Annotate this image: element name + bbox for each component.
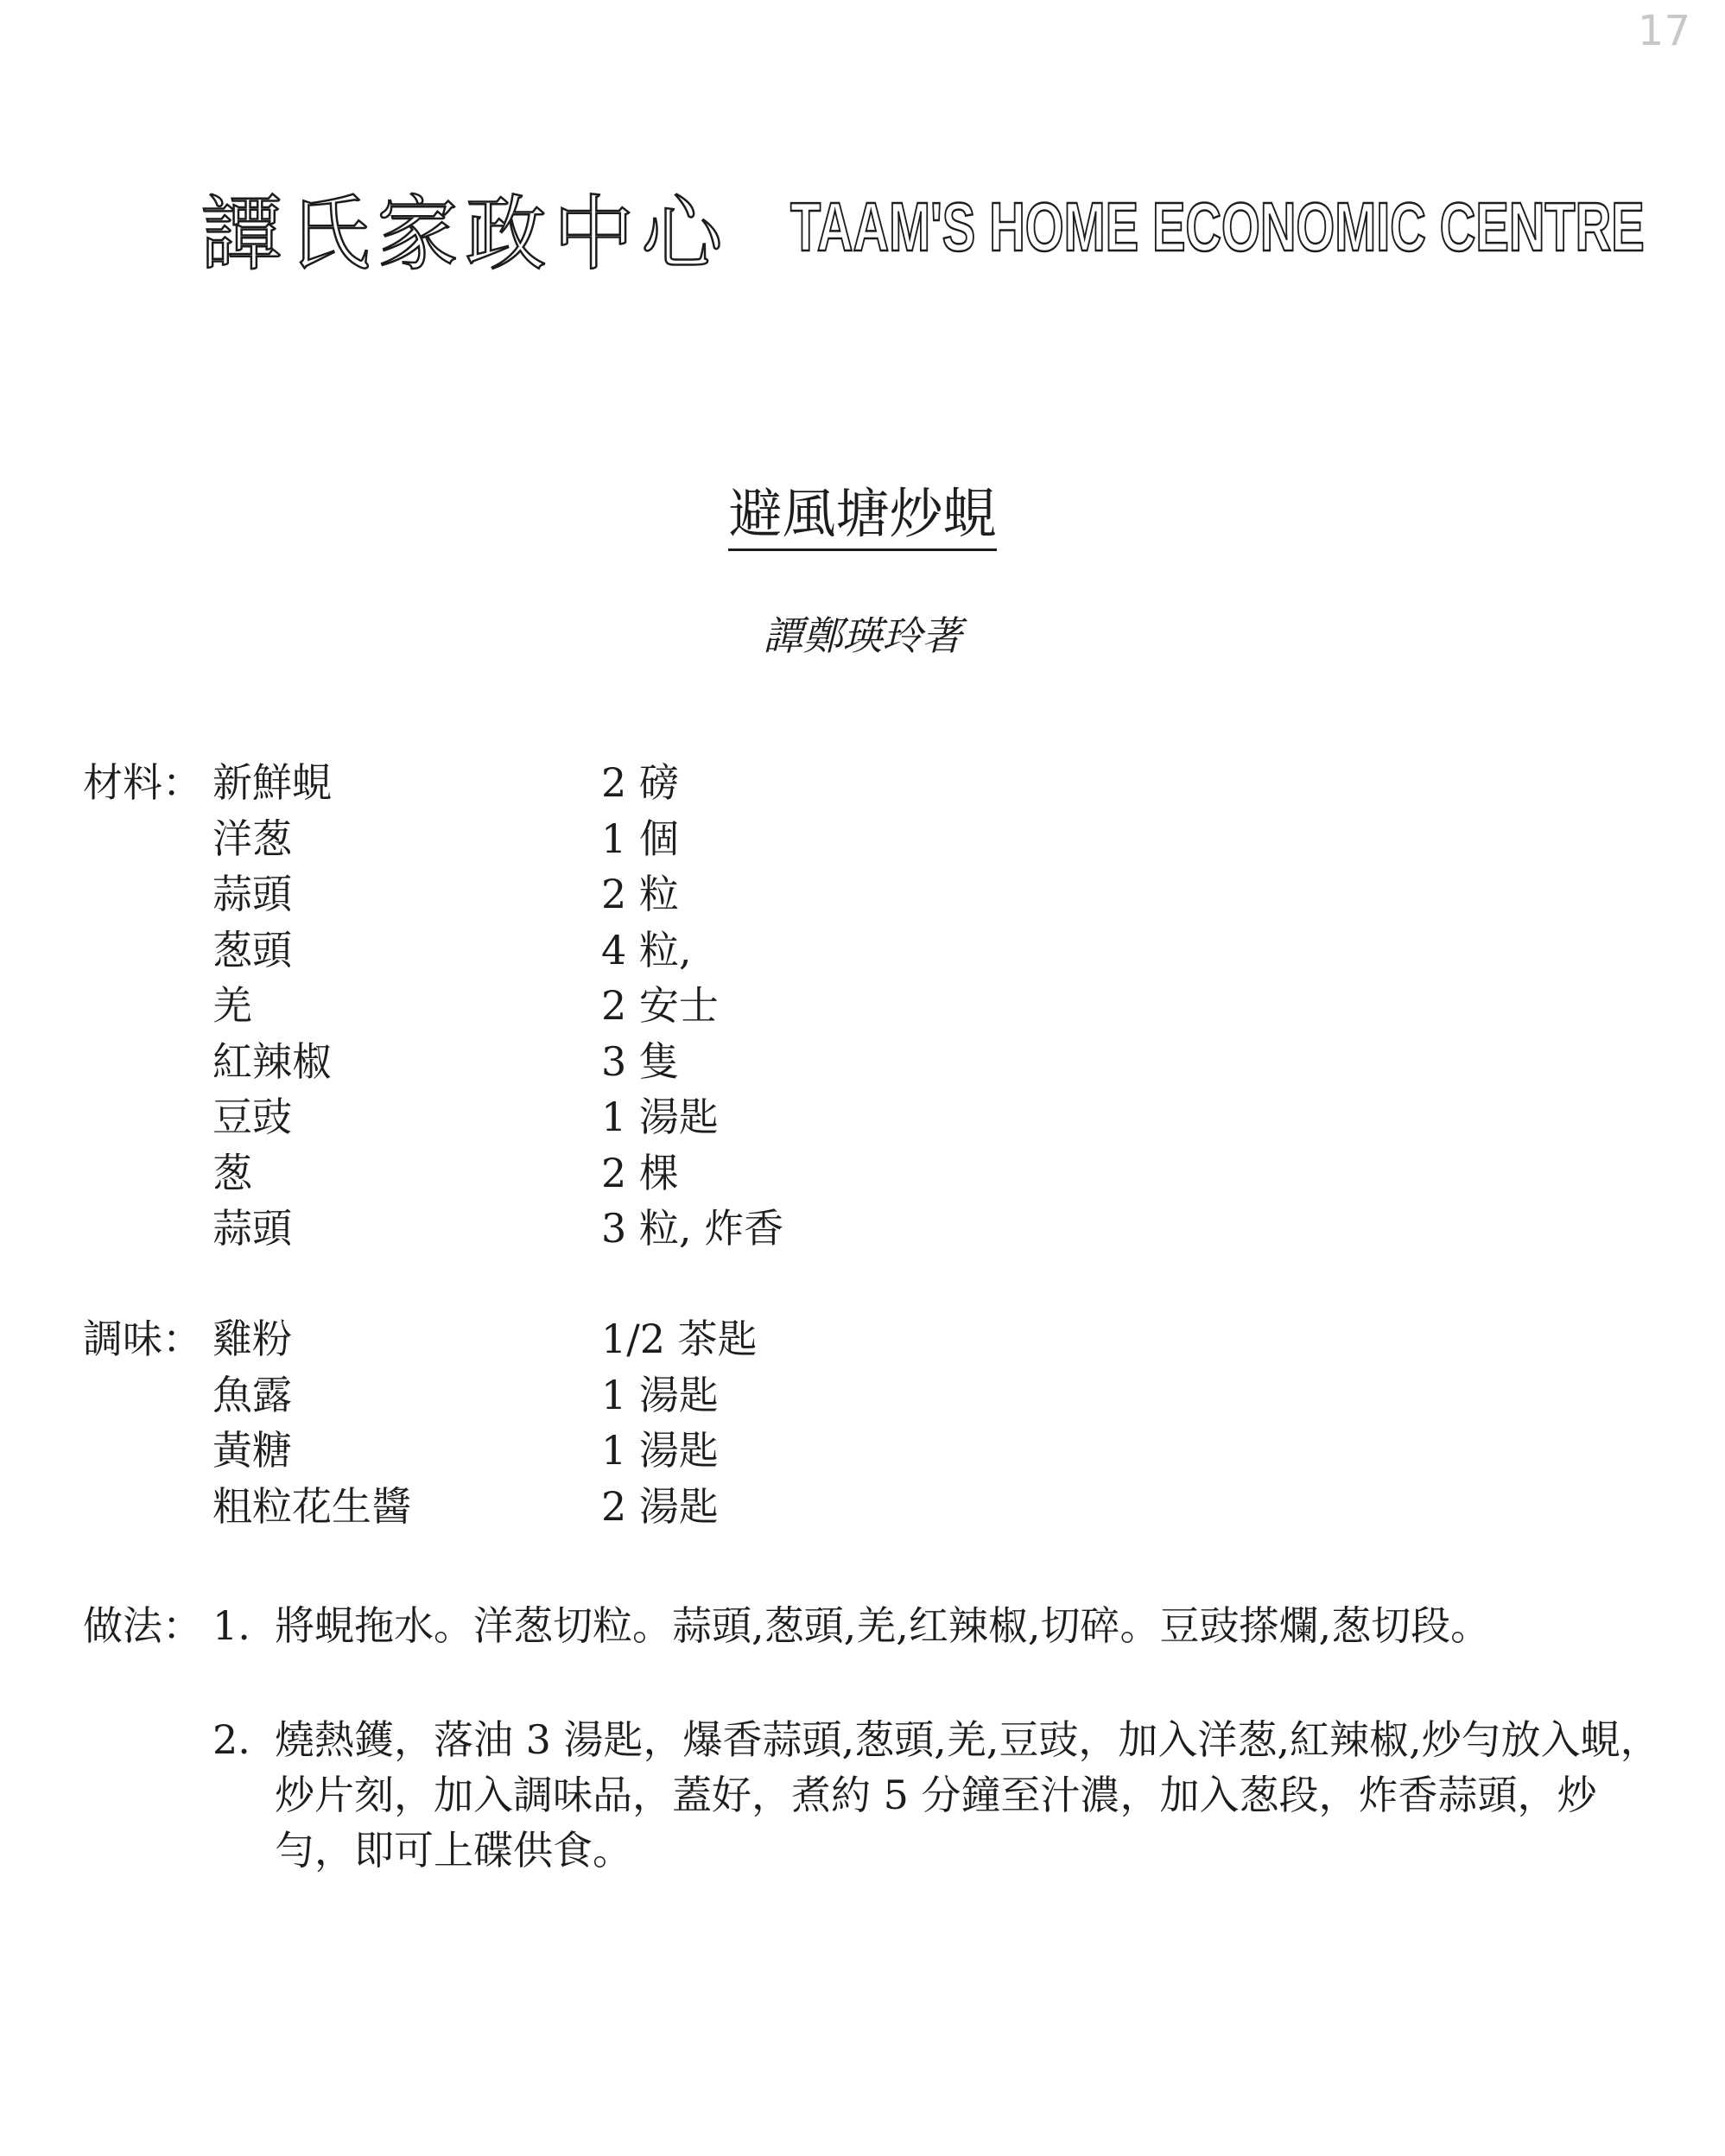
letterhead-english: TAAM'S HOME ECONOMIC CENTRE <box>790 187 1645 265</box>
letterhead-chinese: 譚氏家政中心 <box>200 187 730 282</box>
step-text: 燒熱鑊，落油 3 湯匙，爆香蒜頭,葱頭,羌,豆豉，加入洋葱,紅辣椒,炒勻放入蜆，炒片刻，加入調味品，蓋好，煮約 5 分鐘至汁濃，加入葱段，炸香蒜頭，炒勻，即可上碟供食。 <box>275 1716 1660 1874</box>
seasoning-qty: 1 湯匙 <box>601 1427 719 1474</box>
ingredient-qty: 2 棵 <box>601 1149 679 1196</box>
ingredient-name: 葱頭 <box>212 926 292 973</box>
ingredient-row <box>212 923 1673 979</box>
ingredient-row <box>212 1034 1673 1090</box>
ingredient-name: 蒜頭 <box>212 871 292 917</box>
ingredients-list <box>212 755 1673 1257</box>
method-label: 做法： <box>83 1602 202 1649</box>
method-step <box>212 1598 1673 1653</box>
ingredient-qty: 1 個 <box>601 815 679 862</box>
ingredient-qty: 4 粒, <box>601 926 692 973</box>
ingredient-row <box>212 755 1673 811</box>
ingredient-row <box>212 1201 1673 1257</box>
seasoning-row <box>212 1423 1673 1479</box>
ingredient-name: 葱 <box>212 1149 252 1196</box>
seasoning-name: 粗粒花生醬 <box>212 1482 411 1530</box>
step-number: 1. <box>212 1602 251 1649</box>
seasoning-name: 黃糖 <box>212 1427 292 1474</box>
ingredients-label: 材料： <box>83 759 202 806</box>
ingredient-row <box>212 1089 1673 1145</box>
seasoning-qty: 1/2 茶匙 <box>601 1316 758 1362</box>
ingredient-qty: 1 湯匙 <box>601 1094 719 1140</box>
ingredient-name: 紅辣椒 <box>212 1037 332 1085</box>
author-credit: 譚鄭瑛玲著 <box>763 612 962 659</box>
ingredient-name: 新鮮蜆 <box>212 759 332 806</box>
method-section <box>83 1598 1673 1878</box>
ingredient-row <box>212 1145 1673 1202</box>
ingredient-name: 羌 <box>212 982 252 1029</box>
seasonings-list <box>212 1311 1673 1534</box>
seasoning-qty: 1 湯匙 <box>601 1371 719 1418</box>
ingredient-qty: 2 安士 <box>601 982 719 1029</box>
seasoning-name: 雞粉 <box>212 1316 292 1362</box>
ingredient-qty: 3 粒, 炸香 <box>601 1205 784 1252</box>
ingredients-section <box>83 755 1673 1257</box>
ingredient-name: 豆豉 <box>212 1094 292 1140</box>
step-number: 2. <box>212 1716 251 1763</box>
letterhead <box>0 168 1725 285</box>
ingredient-qty: 2 磅 <box>601 759 679 806</box>
page-number-mark: 17 <box>1637 7 1690 55</box>
ingredient-qty: 3 隻 <box>601 1037 679 1085</box>
seasoning-qty: 2 湯匙 <box>601 1482 719 1530</box>
seasoning-name: 魚露 <box>212 1371 292 1418</box>
ingredient-row <box>212 811 1673 867</box>
seasoning-row <box>212 1367 1673 1424</box>
ingredient-row <box>212 978 1673 1034</box>
seasonings-section <box>83 1311 1673 1534</box>
ingredient-row <box>212 866 1673 923</box>
recipe-title <box>0 479 1725 549</box>
recipe-title-text: 避風塘炒蜆 <box>728 482 996 551</box>
ingredient-name: 蒜頭 <box>212 1205 292 1252</box>
seasonings-label: 調味： <box>83 1316 202 1362</box>
method-step <box>212 1712 1673 1878</box>
seasoning-row <box>212 1479 1673 1535</box>
ingredient-name: 洋葱 <box>212 815 292 862</box>
seasoning-row <box>212 1311 1673 1367</box>
step-text: 將蜆拖水。洋葱切粒。蒜頭,葱頭,羌,红辣椒,切碎。豆豉搽爛,葱切段。 <box>275 1602 1491 1649</box>
ingredient-qty: 2 粒 <box>601 871 679 917</box>
